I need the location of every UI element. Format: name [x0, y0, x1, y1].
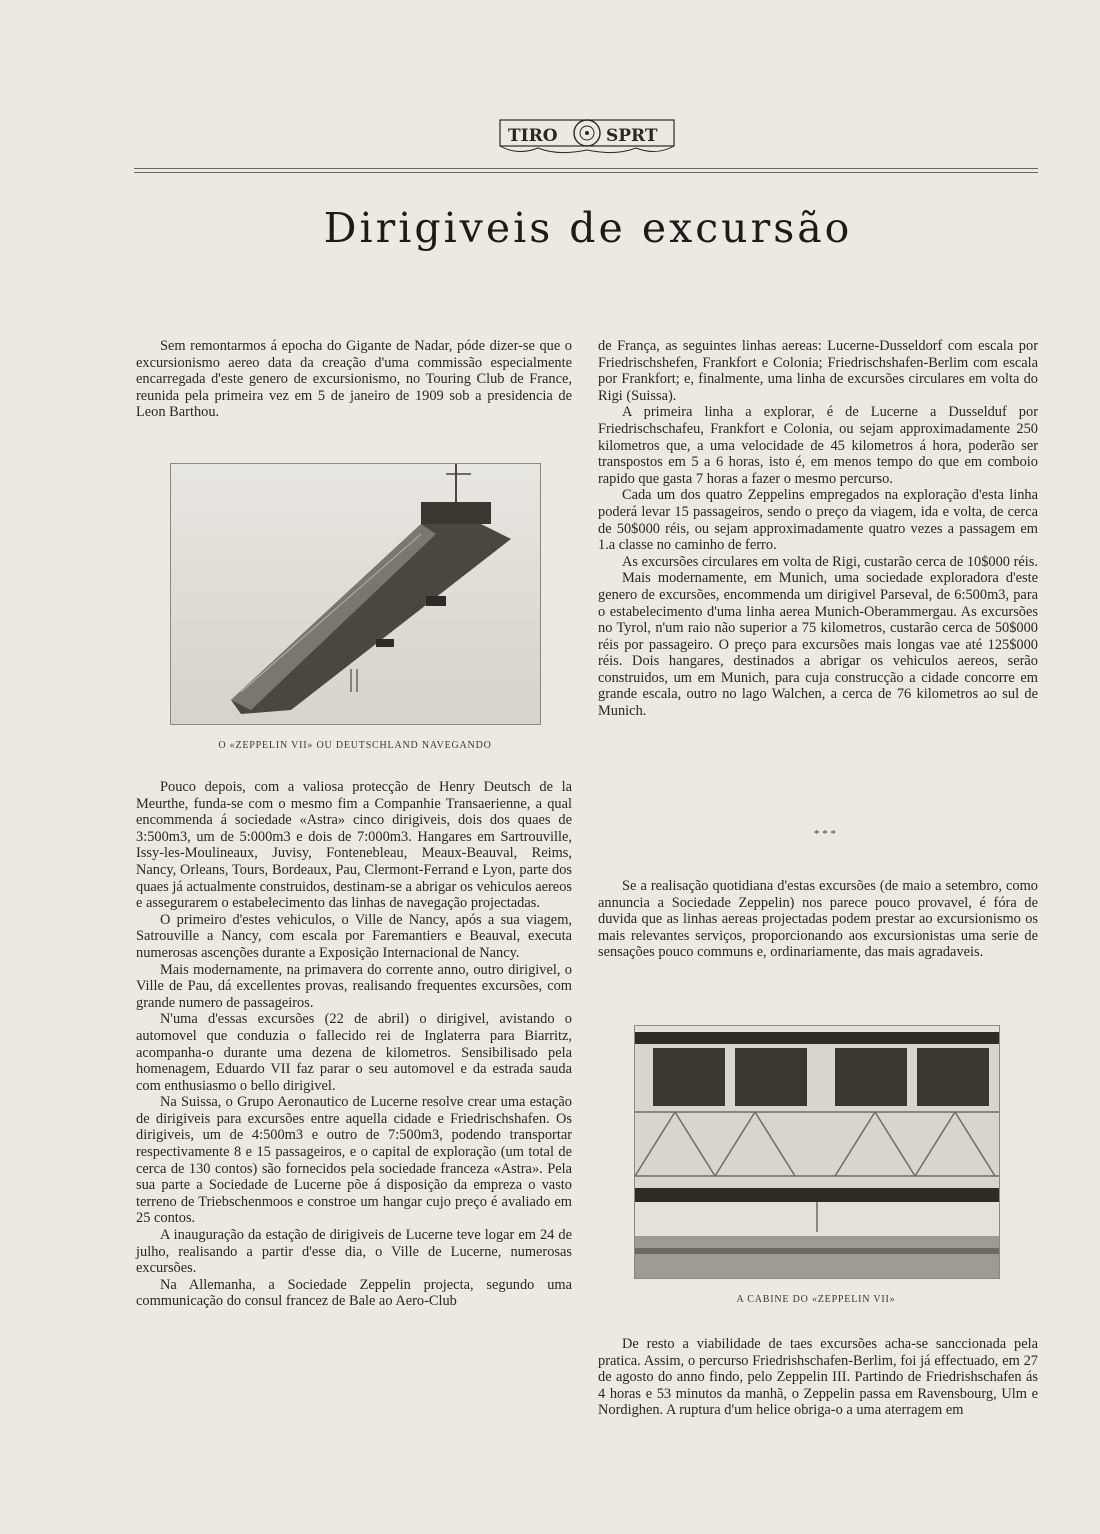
paragraph: O primeiro d'estes vehiculos, o Ville de Nancy, após a sua viagem, Satrouville a Nancy, com escala por Faremantiers e Beauval, executa numerosas ascenções durante a Exposição Internacional de Nancy. [136, 911, 572, 961]
zeppelin-photo [170, 463, 541, 725]
paragraph: Cada um dos quatro Zeppelins empregados na exploração d'esta linha poderá levar 15 passageiros, sendo o preço da viagem, ida e volta, de cerca de 50$000 réis, ou sejam approximadamente quatro vezes a passagem em 1.a classe no caminho de ferro. [598, 487, 1038, 554]
right-column-mid [598, 878, 1038, 961]
figure-caption: O «ZEPPELIN VII» OU DEUTSCHLAND NAVEGANDO [218, 740, 492, 751]
paragraph: A primeira linha a explorar, é de Lucerne a Dusselduf por Friedrischschafeu, Frankfort e Colonia, ou sejam approximadamente 250 kilometros que, a uma velocidade de 45 kilometros á hora, poderão ser transpostos em 5 a 6 horas, isto é, em menos tempo do que em comboio rapido que gasta 7 horas a fazer o mesmo percurso. [598, 404, 1038, 487]
paragraph: de França, as seguintes linhas aereas: Lucerne-Dusseldorf com escala por Friedrischshefen, Frankfort e Colonia; Friedrischshafen-Berlim com escala por Frankfort; e, finalmente, uma linha de excursões circulares em volta do Rigi (Suissa). [598, 338, 1038, 404]
header-rule-secondary [134, 172, 1038, 173]
paragraph: Sem remontarmos á epocha do Gigante de Nadar, póde dizer-se que o excursionismo aereo data da creação d'uma commissão especialmente encarregada d'este genero de excursionismo, no Touring Club de France, reunida pela primeira vez em 5 de janeiro de 1909 sob a presidencia de Leon Barthou. [136, 338, 572, 421]
svg-text:TIRO: TIRO [508, 126, 558, 146]
paragraph: Na Suissa, o Grupo Aeronautico de Lucerne resolve crear uma estação de dirigiveis para excursões entre aquella cidade e Friedrischshafen. Os dirigiveis, um de 4:500m3 e outro de 7:500m3, podendo transportar respectivamente 8 e 15 passageiros, e o capital de exploração (um total de cerca de 130 contos) são fornecidos pela sociedade franceza «Astra». Pela sua parte a Sociedade de Lucerne põe á disposição da empreza o vasto terreno de Triebschenmoos e constroe um hangar cujo preço é avaliado em 25 contos. [136, 1094, 572, 1227]
right-column-top [598, 338, 1038, 720]
paragraph: Se a realisação quotidiana d'estas excursões (de maio a setembro, como annuncia a Sociedade Zeppelin) nos parece pouco provavel, é fóra de duvida que as linhas aereas projectadas podem prestar ao excursionismo os mais relevantes serviços, proporcionando aos excursionistas uma serie de sensações pouco communs e, ordinariamente, das mais agradaveis. [598, 878, 1038, 961]
paragraph: Na Allemanha, a Sociedade Zeppelin projecta, segundo uma communicação do consul francez de Bale ao Aero-Club [136, 1276, 572, 1310]
masthead-logo [498, 112, 676, 158]
paragraph: Mais modernamente, em Munich, uma sociedade exploradora d'este genero de excursões, encommenda um dirigivel Parseval, de 6:500m3, para o estabelecimento d'uma linha aerea Munich-Oberammergau. As excursões no Tyrol, n'um raio não superior a 75 kilometros, custarão cerca de 50$000 réis por passageiro. O preço para excursões mais longas vae até 125$000 réis. Dois hangares, destinados a abrigar os vehiculos aereos, serão construidos, um em Munich, para cuja construcção a cidade concorre em grande escala, outro no lago Walchen, a cerca de 76 kilometros ao sul de Munich. [598, 570, 1038, 720]
paragraph: As excursões circulares em volta de Rigi, custarão cerca de 10$000 réis. [622, 553, 1038, 570]
svg-text:SPRT: SPRT [606, 126, 658, 146]
article-title: Dirigiveis de excursão [323, 204, 853, 252]
separator-text: * * * [814, 828, 836, 840]
paragraph: Pouco depois, com a valiosa protecção de Henry Deutsch de la Meurthe, funda-se com o mesmo fim a Companhie Transaerienne, a qual encommenda á sociedade «Astra» cinco dirigiveis, dois dos quaes de 3:500m3, um de 5:000m3 e dois de 7:000m3. Hangares em Sartrouville, Issy-les-Moulineaux, Juvisy, Fontenebleau, Meaux-Beauval, Reims, Nancy, Orleans, Tours, Bordeaux, Pau, Clermont-Ferrand e Lyon, parte dos quaes já actualmente construidos, destinam-se a abrigar os vehiculos aereos e assegurarem o estabelecimento das linhas de navegação projectadas. [136, 779, 572, 912]
header-rule [134, 168, 1038, 169]
paragraph: N'uma d'essas excursões (22 de abril) o dirigivel, avistando o automovel que conduzia o fallecido rei de Inglaterra para Biarritz, acompanha-o durante uma dezena de kilometros. Sensibilisado pela homenagem, Eduardo VII faz parar o seu automovel e da estrada sauda com enthusiasmo o bello dirigivel. [136, 1011, 572, 1094]
paragraph: De resto a viabilidade de taes excursões acha-se sanccionada pela pratica. Assim, o percurso Friedrishschafen-Berlim, foi já effectuado, em 27 de agosto do anno findo, pelo Zeppelin III. Partindo de Friedrishschafen ás 4 horas e 53 minutos da manhã, o Zeppelin passa em Ravensbourg, Ulm e Nordighen. A ruptura d'um helice obriga-o a uma aterragem em [598, 1336, 1038, 1419]
right-column-bottom [598, 1336, 1038, 1419]
left-column-body [136, 779, 572, 1310]
left-column-intro [136, 338, 572, 421]
cabin-photo [634, 1025, 1000, 1279]
figure-caption: A CABINE DO «ZEPPELIN VII» [736, 1294, 896, 1305]
section-separator [770, 828, 860, 868]
paragraph: Mais modernamente, na primavera do corrente anno, outro dirigivel, o Ville de Pau, dá excellentes provas, realisando frequentes excursões, com grande numero de passageiros. [136, 961, 572, 1011]
paragraph: A inauguração da estação de dirigiveis de Lucerne teve logar em 24 de julho, realisando a partir d'esse dia, o Ville de Lucerne, numerosas excursões. [136, 1227, 572, 1277]
